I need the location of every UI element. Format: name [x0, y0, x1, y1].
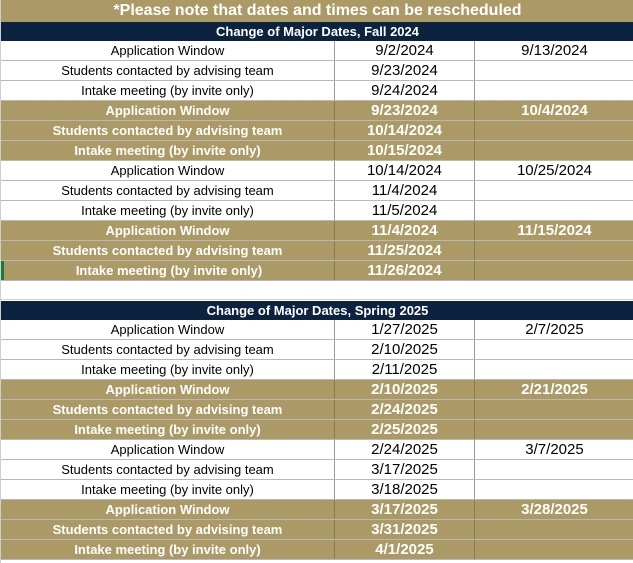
table-row — [1, 460, 633, 480]
date-cell[interactable]: 2/11/2025 — [335, 360, 475, 379]
milestone-cell[interactable]: Intake meeting (by invite only) — [1, 261, 335, 280]
section-title-spring-2025[interactable]: Change of Major Dates, Spring 2025 — [1, 301, 633, 320]
date-cell[interactable]: 11/26/2024 — [335, 261, 475, 280]
table-row — [1, 81, 633, 101]
date-cell[interactable]: 2/25/2025 — [335, 420, 475, 439]
table-row — [1, 480, 633, 500]
date-cell[interactable]: 10/14/2024 — [335, 161, 475, 180]
milestone-cell[interactable]: Intake meeting (by invite only) — [1, 141, 335, 160]
end-date-cell[interactable]: 2/7/2025 — [525, 321, 584, 338]
milestone-cell[interactable]: Application Window — [1, 500, 335, 519]
date-cell[interactable]: 11/25/2024 — [335, 241, 475, 260]
end-date-cell[interactable] — [475, 241, 633, 260]
end-date-cell[interactable] — [475, 420, 633, 439]
date-cell[interactable]: 10/15/2024 — [335, 141, 475, 160]
milestone-cell[interactable]: Students contacted by advising team — [1, 340, 335, 359]
date-cell[interactable]: 11/5/2024 — [335, 201, 475, 220]
table-row — [1, 340, 633, 360]
milestone-cell[interactable]: Application Window — [1, 440, 335, 459]
milestone-cell[interactable]: Students contacted by advising team — [1, 520, 335, 539]
table-row — [1, 41, 633, 61]
date-cell[interactable]: 9/24/2024 — [335, 81, 475, 100]
table-row — [1, 101, 633, 121]
date-cell[interactable]: 11/4/2024 — [335, 181, 475, 200]
end-date-cell[interactable]: 10/4/2024 — [521, 102, 588, 119]
table-row — [1, 520, 633, 540]
end-date-cell[interactable]: 11/15/2024 — [517, 222, 592, 239]
milestone-cell[interactable]: Intake meeting (by invite only) — [1, 540, 335, 559]
end-date-cell[interactable]: 9/13/2024 — [521, 42, 588, 59]
table-row — [1, 61, 633, 81]
date-cell[interactable]: 4/1/2025 — [335, 540, 475, 559]
date-cell[interactable]: 11/4/2024 — [335, 221, 475, 240]
table-row — [1, 141, 633, 161]
end-date-cell[interactable] — [475, 261, 633, 280]
end-date-cell[interactable] — [475, 121, 633, 140]
date-cell[interactable]: 3/18/2025 — [335, 480, 475, 499]
milestone-cell[interactable]: Intake meeting (by invite only) — [1, 420, 335, 439]
table-row — [1, 400, 633, 420]
end-date-cell[interactable] — [475, 181, 633, 200]
milestone-cell[interactable]: Application Window — [1, 380, 335, 399]
table-row — [1, 181, 633, 201]
milestone-cell[interactable]: Intake meeting (by invite only) — [1, 480, 335, 499]
milestone-cell[interactable]: Students contacted by advising team — [1, 241, 335, 260]
end-date-cell[interactable] — [475, 61, 633, 80]
table-row — [1, 241, 633, 261]
milestone-cell[interactable]: Application Window — [1, 41, 335, 60]
end-date-cell[interactable]: 3/28/2025 — [521, 501, 588, 518]
milestone-cell[interactable]: Application Window — [1, 320, 335, 339]
end-date-cell[interactable] — [475, 141, 633, 160]
end-date-cell[interactable] — [475, 460, 633, 479]
date-cell[interactable]: 2/24/2025 — [335, 440, 475, 459]
end-date-cell[interactable]: 2/21/2025 — [521, 381, 588, 398]
date-cell[interactable]: 10/14/2024 — [335, 121, 475, 140]
table-row — [1, 121, 633, 141]
end-date-cell[interactable] — [475, 480, 633, 499]
table-row — [1, 380, 633, 400]
table-row — [1, 420, 633, 440]
date-cell[interactable]: 2/10/2025 — [335, 340, 475, 359]
milestone-cell[interactable]: Intake meeting (by invite only) — [1, 360, 335, 379]
end-date-cell[interactable] — [475, 520, 633, 539]
end-date-cell[interactable] — [475, 360, 633, 379]
end-date-cell[interactable]: 10/25/2024 — [516, 162, 593, 179]
end-date-cell[interactable] — [475, 540, 633, 559]
date-cell[interactable]: 3/17/2025 — [335, 460, 475, 479]
milestone-cell[interactable]: Application Window — [1, 221, 335, 240]
end-date-cell[interactable] — [475, 201, 633, 220]
table-row — [1, 221, 633, 241]
date-cell[interactable]: 2/10/2025 — [335, 380, 475, 399]
section-title-fall-2024[interactable]: Change of Major Dates, Fall 2024 — [1, 22, 633, 41]
milestone-cell[interactable]: Intake meeting (by invite only) — [1, 81, 335, 100]
table-row — [1, 201, 633, 221]
milestone-cell[interactable]: Students contacted by advising team — [1, 181, 335, 200]
milestone-cell[interactable]: Intake meeting (by invite only) — [1, 201, 335, 220]
milestone-cell[interactable]: Students contacted by advising team — [1, 460, 335, 479]
table-row — [1, 161, 633, 181]
milestone-cell[interactable]: Students contacted by advising team — [1, 400, 335, 419]
end-date-cell[interactable]: 3/7/2025 — [525, 441, 584, 458]
date-cell[interactable]: 9/23/2024 — [335, 61, 475, 80]
table-row — [1, 440, 633, 460]
empty-row[interactable] — [1, 281, 633, 300]
milestone-cell[interactable]: Application Window — [1, 101, 335, 120]
date-cell[interactable]: 3/31/2025 — [335, 520, 475, 539]
date-cell[interactable]: 9/23/2024 — [335, 101, 475, 120]
table-row — [1, 360, 633, 380]
date-cell[interactable]: 3/17/2025 — [335, 500, 475, 519]
end-date-cell[interactable] — [475, 340, 633, 359]
table-row — [1, 540, 633, 560]
milestone-cell[interactable]: Students contacted by advising team — [1, 121, 335, 140]
end-date-cell[interactable] — [475, 400, 633, 419]
date-cell[interactable]: 1/27/2025 — [335, 320, 475, 339]
milestone-cell[interactable]: Application Window — [1, 161, 335, 180]
table-row — [1, 261, 633, 281]
date-cell[interactable]: 2/24/2025 — [335, 400, 475, 419]
table-row — [1, 320, 633, 340]
date-cell[interactable]: 9/2/2024 — [335, 41, 475, 60]
end-date-cell[interactable] — [475, 81, 633, 100]
milestone-cell[interactable]: Students contacted by advising team — [1, 61, 335, 80]
table-row — [1, 500, 633, 520]
reschedule-note[interactable]: *Please note that dates and times can be rescheduled — [1, 0, 633, 22]
